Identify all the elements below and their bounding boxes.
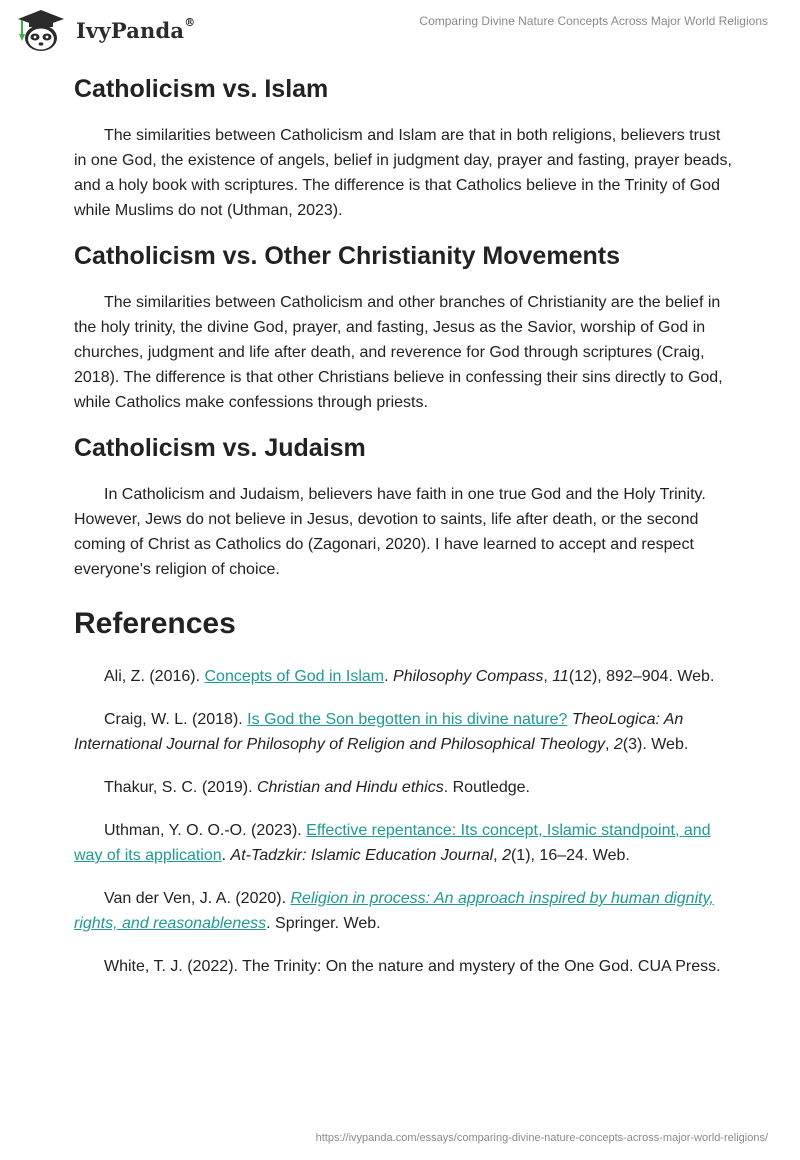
- panda-graduate-icon: [14, 8, 68, 52]
- reference-link[interactable]: Religion in process: An approach inspired by human dignity, rights, and reasonableness: [74, 890, 714, 932]
- section-heading-islam: Catholicism vs. Islam: [74, 75, 329, 103]
- section-paragraph-christianity: The similarities between Catholicism and other branches of Christianity are the belief in the holy trinity, the divine God, prayer, and fasting, Jesus as the Savior, worship of God in churches, judgment and life after death, and reverence for God through scriptures (Craig, 2018). The difference is that other Christians believe in confessing their sins directly to God, while Catholics make confessions through priests.: [74, 294, 723, 411]
- essay-body: [74, 72, 734, 979]
- section-heading-judaism: Catholicism vs. Judaism: [74, 434, 366, 462]
- reference-item: Van der Ven, J. A. (2020). Religion in process: An approach inspired by human dignity, rights, and reasonableness. Springer. Web.: [74, 890, 714, 932]
- reference-item: Thakur, S. C. (2019). Christian and Hindu ethics. Routledge.: [104, 779, 530, 796]
- reference-item: White, T. J. (2022). The Trinity: On the nature and mystery of the One God. CUA Press.: [104, 958, 721, 975]
- page-header: [0, 0, 800, 70]
- registered-mark: ®: [184, 15, 196, 29]
- reference-item: Ali, Z. (2016). Concepts of God in Islam. Philosophy Compass, 11(12), 892–904. Web.: [104, 668, 715, 685]
- references-heading: References: [74, 607, 236, 640]
- reference-link[interactable]: Effective repentance: Its concept, Islamic standpoint, and way of its application: [74, 822, 711, 864]
- reference-link[interactable]: Concepts of God in Islam: [204, 668, 385, 685]
- section-paragraph-judaism: In Catholicism and Judaism, believers have faith in one true God and the Holy Trinity. However, Jews do not believe in Jesus, devotion to saints, life after death, or the second coming of Christ as Catholics do (Zagonari, 2020). I have learned to accept and respect everyone's religion of choice.: [74, 486, 706, 578]
- reference-item: Craig, W. L. (2018). Is God the Son begotten in his divine nature? TheoLogica: An International Journal for Philosophy of Religion and Philosophical Theology, 2(3). Web.: [74, 711, 689, 753]
- section-paragraph-islam: The similarities between Catholicism and Islam are that in both religions, believers trust in one God, the existence of angels, belief in judgment day, prayer and fasting, prayer beads, and a holy book with scriptures. The difference is that Catholics believe in the Trinity of God while Muslims do not (Uthman, 2023).: [74, 127, 732, 219]
- footer-url[interactable]: https://ivypanda.com/essays/comparing-divine-nature-concepts-across-major-world-religions/: [315, 1132, 768, 1144]
- reference-item: Uthman, Y. O. O.-O. (2023). Effective repentance: Its concept, Islamic standpoint, and way of its application. At-Tadzkir: Islamic Education Journal, 2(1), 16–24. Web.: [74, 822, 711, 864]
- reference-link[interactable]: Is God the Son begotten in his divine nature?: [247, 711, 568, 728]
- document-title: Comparing Divine Nature Concepts Across Major World Religions: [419, 14, 768, 28]
- ivypanda-logo[interactable]: [14, 8, 195, 52]
- logo-wordmark: IvyPanda®: [76, 15, 196, 43]
- section-heading-christianity: Catholicism vs. Other Christianity Movements: [74, 242, 620, 270]
